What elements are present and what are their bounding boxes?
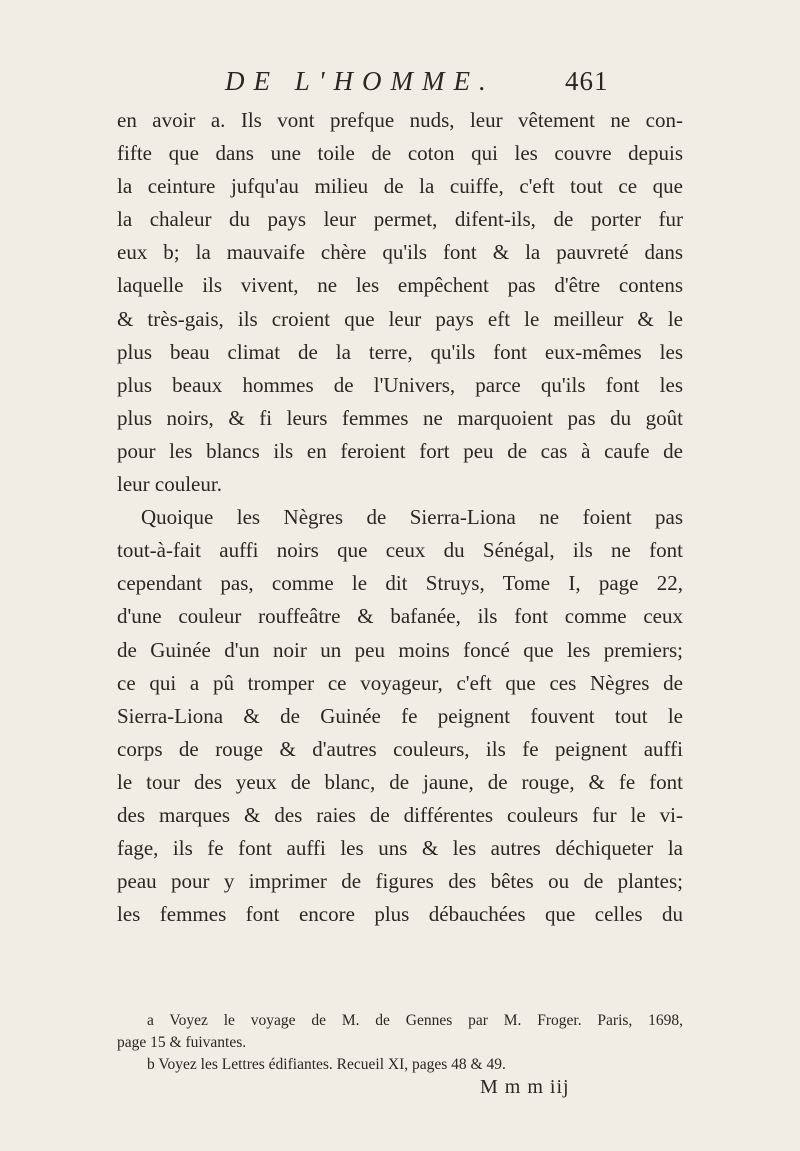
text-line: pour les blancs ils en feroient fort peu de cas à caufe de: [117, 438, 683, 463]
text-line: ce qui a pû tromper ce voyageur, c'eft que ces Nègres de: [117, 670, 683, 695]
page-header: [225, 66, 625, 106]
footnotes: [117, 1010, 683, 1075]
text-line: en avoir a. Ils vont prefque nuds, leur vêtement ne con-: [117, 108, 683, 132]
text-line: fifte que dans une toile de coton qui les couvre depuis: [117, 141, 683, 166]
text-line: cependant pas, comme le dit Struys, Tome I, page 22,: [117, 571, 683, 596]
text-line: plus noirs, & fi leurs femmes ne marquoient pas du goût: [117, 405, 683, 430]
footnote-line: page 15 & fuivantes.: [117, 1033, 247, 1051]
text-line: fage, ils fe font auffi les uns & les autres déchiqueter la: [117, 836, 683, 861]
text-line: les femmes font encore plus débauchées que celles du: [117, 902, 683, 927]
footnote-line: a Voyez le voyage de M. de Gennes par M. Froger. Paris, 1698,: [147, 1012, 683, 1029]
body-text: [117, 104, 683, 931]
text-line: le tour des yeux de blanc, de jaune, de rouge, & fe font: [117, 769, 683, 794]
text-line: tout-à-fait auffi noirs que ceux du Sénégal, ils ne font: [117, 538, 683, 563]
text-line: eux b; la mauvaife chère qu'ils font & la pauvreté dans: [117, 240, 683, 265]
text-line: peau pour y imprimer de figures des bêtes ou de plantes;: [117, 869, 683, 894]
signature-mark: M m m iij: [480, 1076, 570, 1098]
text-line: Sierra-Liona & de Guinée fe peignent fouvent tout le: [117, 703, 683, 728]
text-line: la chaleur du pays leur permet, difent-ils, de porter fur: [117, 207, 683, 232]
text-line: de Guinée d'un noir un peu moins foncé que les premiers;: [117, 637, 683, 662]
text-line: leur couleur.: [117, 472, 222, 497]
text-line: plus beaux hommes de l'Univers, parce qu'ils font les: [117, 372, 683, 397]
text-line: Quoique les Nègres de Sierra-Liona ne foient pas: [141, 505, 683, 530]
text-line: corps de rouge & d'autres couleurs, ils fe peignent auffi: [117, 736, 683, 761]
footnote-line: b Voyez les Lettres édifiantes. Recueil XI, pages 48 & 49.: [147, 1055, 506, 1073]
text-line: d'une couleur rouffeâtre & bafanée, ils font comme ceux: [117, 604, 683, 629]
text-line: plus beau climat de la terre, qu'ils font eux-mêmes les: [117, 339, 683, 364]
page-number: 461: [565, 66, 609, 96]
text-line: laquelle ils vivent, ne les empêchent pas d'être contens: [117, 273, 683, 298]
text-line: des marques & des raies de différentes couleurs fur le vi-: [117, 802, 683, 827]
running-title: DE L'HOMME.: [225, 66, 495, 96]
text-line: & très-gais, ils croient que leur pays eft le meilleur & le: [117, 306, 683, 331]
text-line: la ceinture jufqu'au milieu de la cuiffe, c'eft tout ce que: [117, 174, 683, 199]
